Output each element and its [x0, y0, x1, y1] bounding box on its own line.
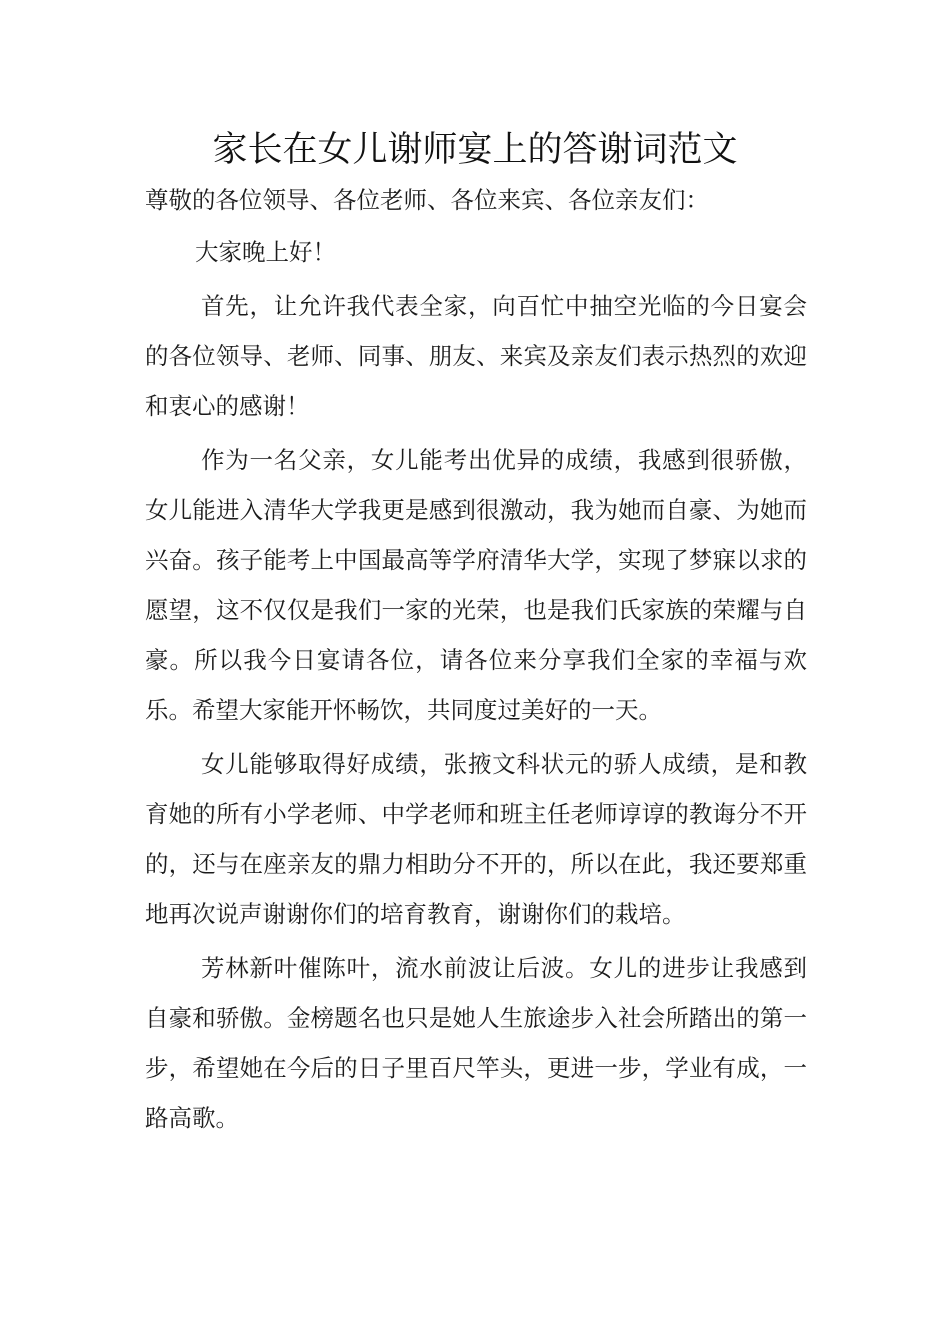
document-title: 家长在女儿谢师宴上的答谢词范文: [212, 130, 738, 170]
document-body: [145, 175, 807, 1143]
paragraph-welcome: 首先，让允许我代表全家，向百忙中抽空光临的今日宴会的各位领导、老师、同事、朋友、来宾及亲友们表示热烈的欢迎和衷心的感谢！: [145, 292, 807, 420]
salutation: 尊敬的各位领导、各位老师、各位来宾、各位亲友们：: [145, 186, 709, 214]
paragraph-thanks-teachers: 女儿能够取得好成绩，张掖文科状元的骄人成绩，是和教育她的所有小学老师、中学老师和班主任老师谆谆的教诲分不开的，还与在座亲友的鼎力相助分不开的，所以在此，我还要郑重地再次说声谢谢你们的培育教育，谢谢你们的栽培。: [145, 750, 807, 928]
greeting: 大家晚上好！: [195, 238, 336, 266]
paragraph-wishes: 芳林新叶催陈叶，流水前波让后波。女儿的进步让我感到自豪和骄傲。金榜题名也只是她人生旅途步入社会所踏出的第一步，希望她在今后的日子里百尺竿头，更进一步，学业有成，一路高歌。: [145, 954, 807, 1132]
paragraph-pride: 作为一名父亲，女儿能考出优异的成绩，我感到很骄傲，女儿能进入清华大学我更是感到很激动，我为她而自豪、为她而兴奋。孩子能考上中国最高等学府清华大学，实现了梦寐以求的愿望，这不仅仅是我们一家的光荣，也是我们氏家族的荣耀与自豪。所以我今日宴请各位，请各位来分享我们全家的幸福与欢乐。希望大家能开怀畅饮，共同度过美好的一天。: [145, 446, 807, 724]
